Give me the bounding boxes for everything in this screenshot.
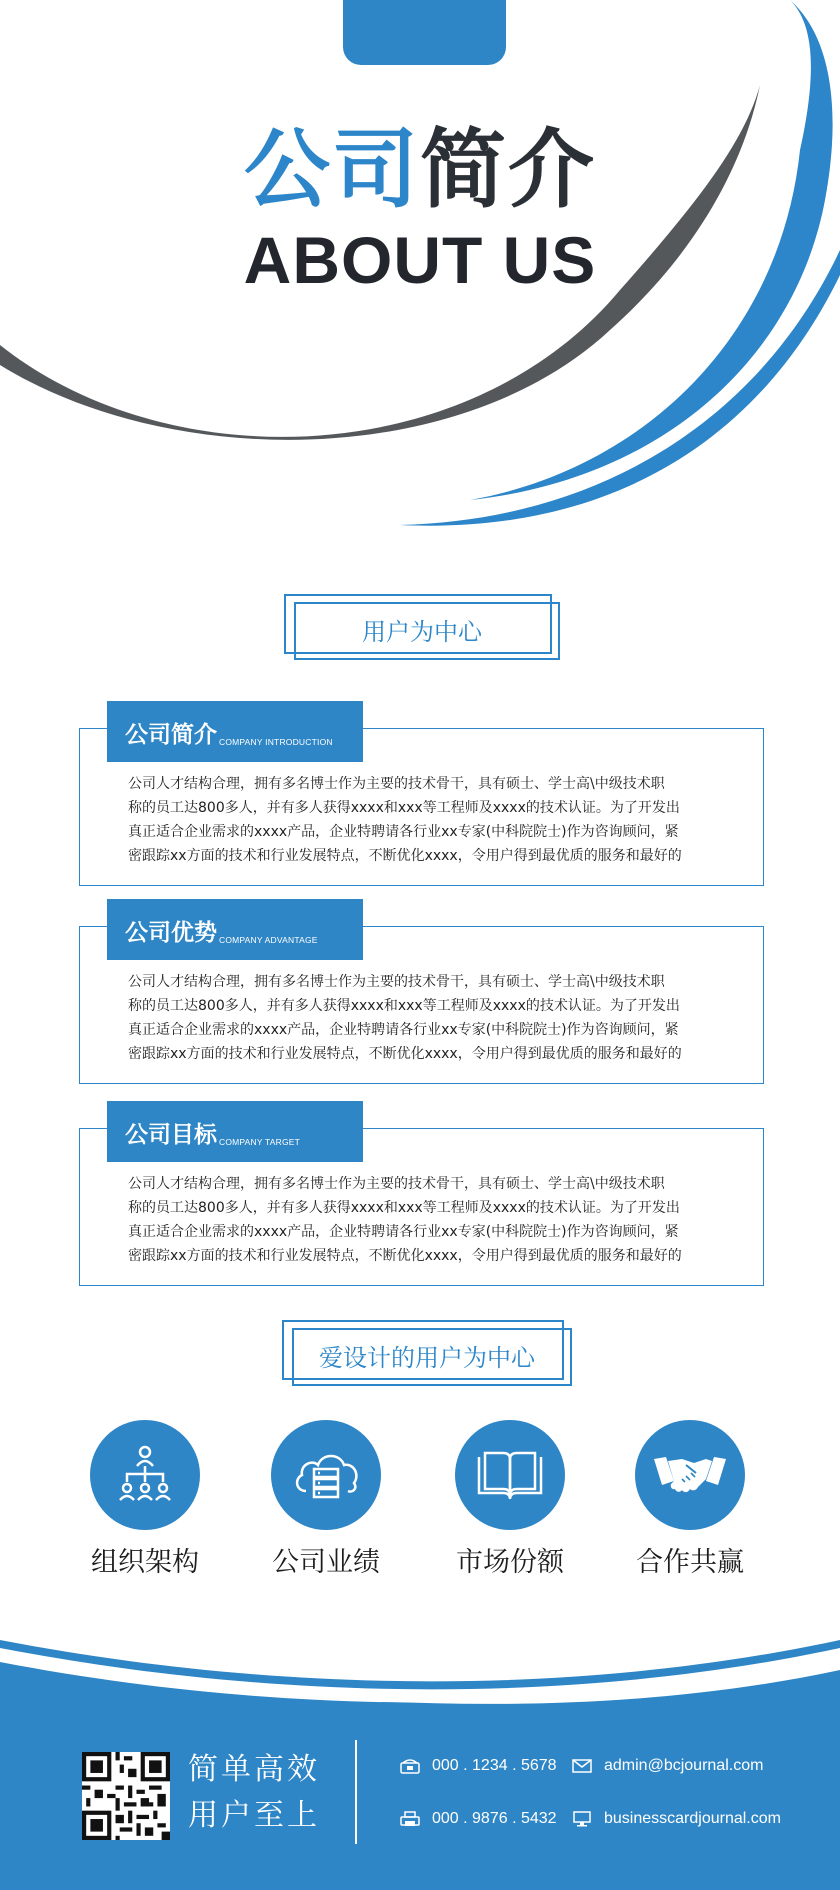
section-body-advantage (128, 970, 728, 1066)
body-line: 真正适合企业需求的xxxx产品，企业特聘请各行业xx专家(中科院院士)作为咨询顾问，紧 (128, 824, 679, 840)
body-line: 称的员工达800多人，并有多人获得xxxx和xxx等工程师及xxxx的技术认证。为了开发出 (128, 998, 680, 1014)
body-line: 公司人才结构合理，拥有多名博士作为主要的技术骨干，具有硕士、学士高\中级技术职 (128, 776, 665, 792)
slogan-box-1 (284, 594, 560, 658)
feature-label: 合作共赢 (636, 1547, 744, 1578)
contact-fax (400, 1810, 557, 1828)
body-line: 称的员工达800多人，并有多人获得xxxx和xxx等工程师及xxxx的技术认证。为了开发出 (128, 800, 680, 816)
website-url[interactable]: businesscardjournal.com (604, 1810, 781, 1827)
section-title: 公司简介 (125, 722, 217, 748)
contact-website[interactable] (572, 1810, 781, 1828)
monitor-icon (572, 1811, 592, 1827)
qr-code (82, 1752, 170, 1840)
feature-market-share (430, 1420, 590, 1580)
body-line: 公司人才结构合理，拥有多名博士作为主要的技术骨干，具有硕士、学士高\中级技术职 (128, 974, 665, 990)
body-line: 密跟踪xx方面的技术和行业发展特点，不断优化xxxx，令用户得到最优质的服务和最好的 (128, 1248, 682, 1264)
feature-circle (635, 1420, 745, 1530)
page-title-en: ABOUT US (243, 223, 597, 297)
section-title: 公司优势 (125, 920, 217, 946)
body-line: 称的员工达800多人，并有多人获得xxxx和xxx等工程师及xxxx的技术认证。为了开发出 (128, 1200, 680, 1216)
handshake-icon (652, 1449, 728, 1501)
section-body-target (128, 1172, 728, 1268)
body-line: 真正适合企业需求的xxxx产品，企业特聘请各行业xx专家(中科院院士)作为咨询顾问，紧 (128, 1022, 679, 1038)
section-tab-introduction (107, 701, 363, 762)
section-tab-advantage (107, 899, 363, 960)
feature-org-structure (65, 1420, 225, 1580)
body-line: 密跟踪xx方面的技术和行业发展特点，不断优化xxxx，令用户得到最优质的服务和最好的 (128, 1046, 682, 1062)
qr-code-image (82, 1752, 170, 1840)
phone-icon (400, 1758, 420, 1774)
email-address[interactable]: admin@bcjournal.com (604, 1757, 764, 1774)
footer-slogan-line2: 用户至上 (188, 1798, 320, 1833)
feature-label: 公司业绩 (272, 1547, 380, 1578)
title-cn-dark: 简介 (420, 120, 596, 220)
slogan-2-text: 爱设计的用户为中心 (319, 1344, 535, 1372)
contact-phone (400, 1757, 557, 1775)
open-book-icon (473, 1447, 547, 1503)
section-subtitle: COMPANY ADVANTAGE (219, 935, 318, 945)
feature-performance (246, 1420, 406, 1580)
section-subtitle: COMPANY INTRODUCTION (219, 737, 333, 747)
org-chart-icon (112, 1442, 178, 1508)
feature-circle (90, 1420, 200, 1530)
cloud-server-icon (290, 1445, 362, 1505)
section-body-introduction (128, 772, 728, 868)
body-line: 公司人才结构合理，拥有多名博士作为主要的技术骨干，具有硕士、学士高\中级技术职 (128, 1176, 665, 1192)
feature-label: 市场份额 (456, 1547, 564, 1578)
section-title: 公司目标 (125, 1122, 217, 1148)
fax-icon (400, 1811, 420, 1827)
feature-win-win (610, 1420, 770, 1580)
body-line: 密跟踪xx方面的技术和行业发展特点，不断优化xxxx，令用户得到最优质的服务和最好的 (128, 848, 682, 864)
body-line: 真正适合企业需求的xxxx产品，企业特聘请各行业xx专家(中科院院士)作为咨询顾问，紧 (128, 1224, 679, 1240)
footer-slogan-line1: 简单高效 (188, 1752, 320, 1787)
contact-email[interactable] (572, 1757, 763, 1775)
feature-circle (455, 1420, 565, 1530)
slogan-1-text: 用户为中心 (362, 618, 482, 646)
fax-number: 000 . 9876 . 5432 (432, 1810, 557, 1827)
title-cn-blue: 公司 (244, 120, 420, 220)
section-tab-target (107, 1101, 363, 1162)
page-title-cn (0, 120, 840, 220)
footer-divider (355, 1740, 357, 1844)
feature-label: 组织架构 (91, 1547, 199, 1578)
top-tab (343, 0, 506, 65)
feature-circle (271, 1420, 381, 1530)
section-subtitle: COMPANY TARGET (219, 1137, 301, 1147)
mail-icon (572, 1758, 592, 1774)
phone-number: 000 . 1234 . 5678 (432, 1757, 557, 1774)
slogan-box-2 (282, 1320, 572, 1384)
